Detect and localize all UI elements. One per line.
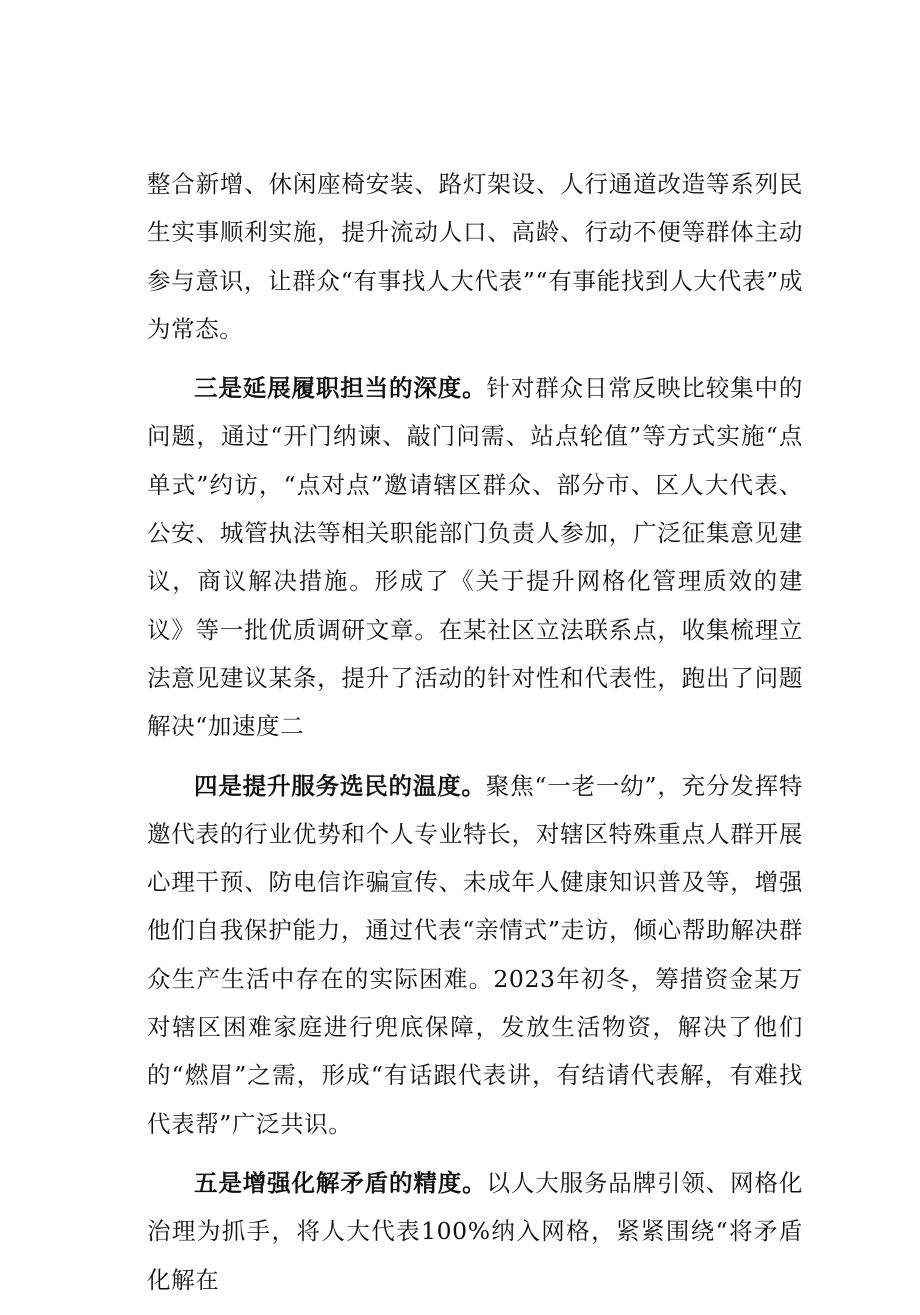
- paragraph-point-three: [147, 364, 803, 750]
- paragraph-lead: 四是提升服务选民的温度。: [194, 771, 486, 800]
- paragraph-point-five: [147, 1159, 803, 1304]
- paragraph-text: 整合新增、休闲座椅安装、路灯架设、人行通道改造等系列民生实事顺利实施，提升流动人口、高龄、行动不便等群体主动参与意识，让群众“有事找人大代表”“有事能找到人大代表”成为常态。: [147, 170, 803, 343]
- paragraph-lead: 五是增强化解矛盾的精度。: [194, 1168, 487, 1197]
- paragraph-text: 针对群众日常反映比较集中的问题，通过“开门纳谏、敲门问需、站点轮值”等方式实施“点单式”约访，“点对点”邀请辖区群众、部分市、区人大代表、公安、城管执法等相关职能部门负责人参加，广泛征集意见建议，商议解决措施。形成了《关于提升网格化管理质效的建议》等一批优质调研文章。在某社区立法联系点，收集梳理立法意见建议某条，提升了活动的针对性和代表性，跑出了问题解决“加速度二: [147, 374, 803, 741]
- paragraph-lead: 三是延展履职担当的深度。: [194, 374, 487, 403]
- paragraph-text: 聚焦“一老一幼”，充分发挥特邀代表的行业优势和个人专业特长，对辖区特殊重点人群开展心理干预、防电信诈骗宣传、未成年人健康知识普及等，增强他们自我保护能力，通过代表“亲情式”走访，倾心帮助解决群众生产生活中存在的实际困难。2023年初冬，筹措资金某万对辖区困难家庭进行兜底保障，发放生活物资，解决了他们的“燃眉”之需，形成“有话跟代表讲，有结请代表解，有难找代表帮”广泛共识。: [147, 771, 803, 1138]
- paragraph-continuation: [147, 160, 803, 353]
- paragraph-text: 以人大服务品牌引领、网格化治理为抓手，将人大代表100%纳入网格，紧紧围绕“将矛盾化解在: [147, 1168, 803, 1294]
- paragraph-point-four: [147, 762, 803, 1148]
- document-body: [147, 160, 803, 1315]
